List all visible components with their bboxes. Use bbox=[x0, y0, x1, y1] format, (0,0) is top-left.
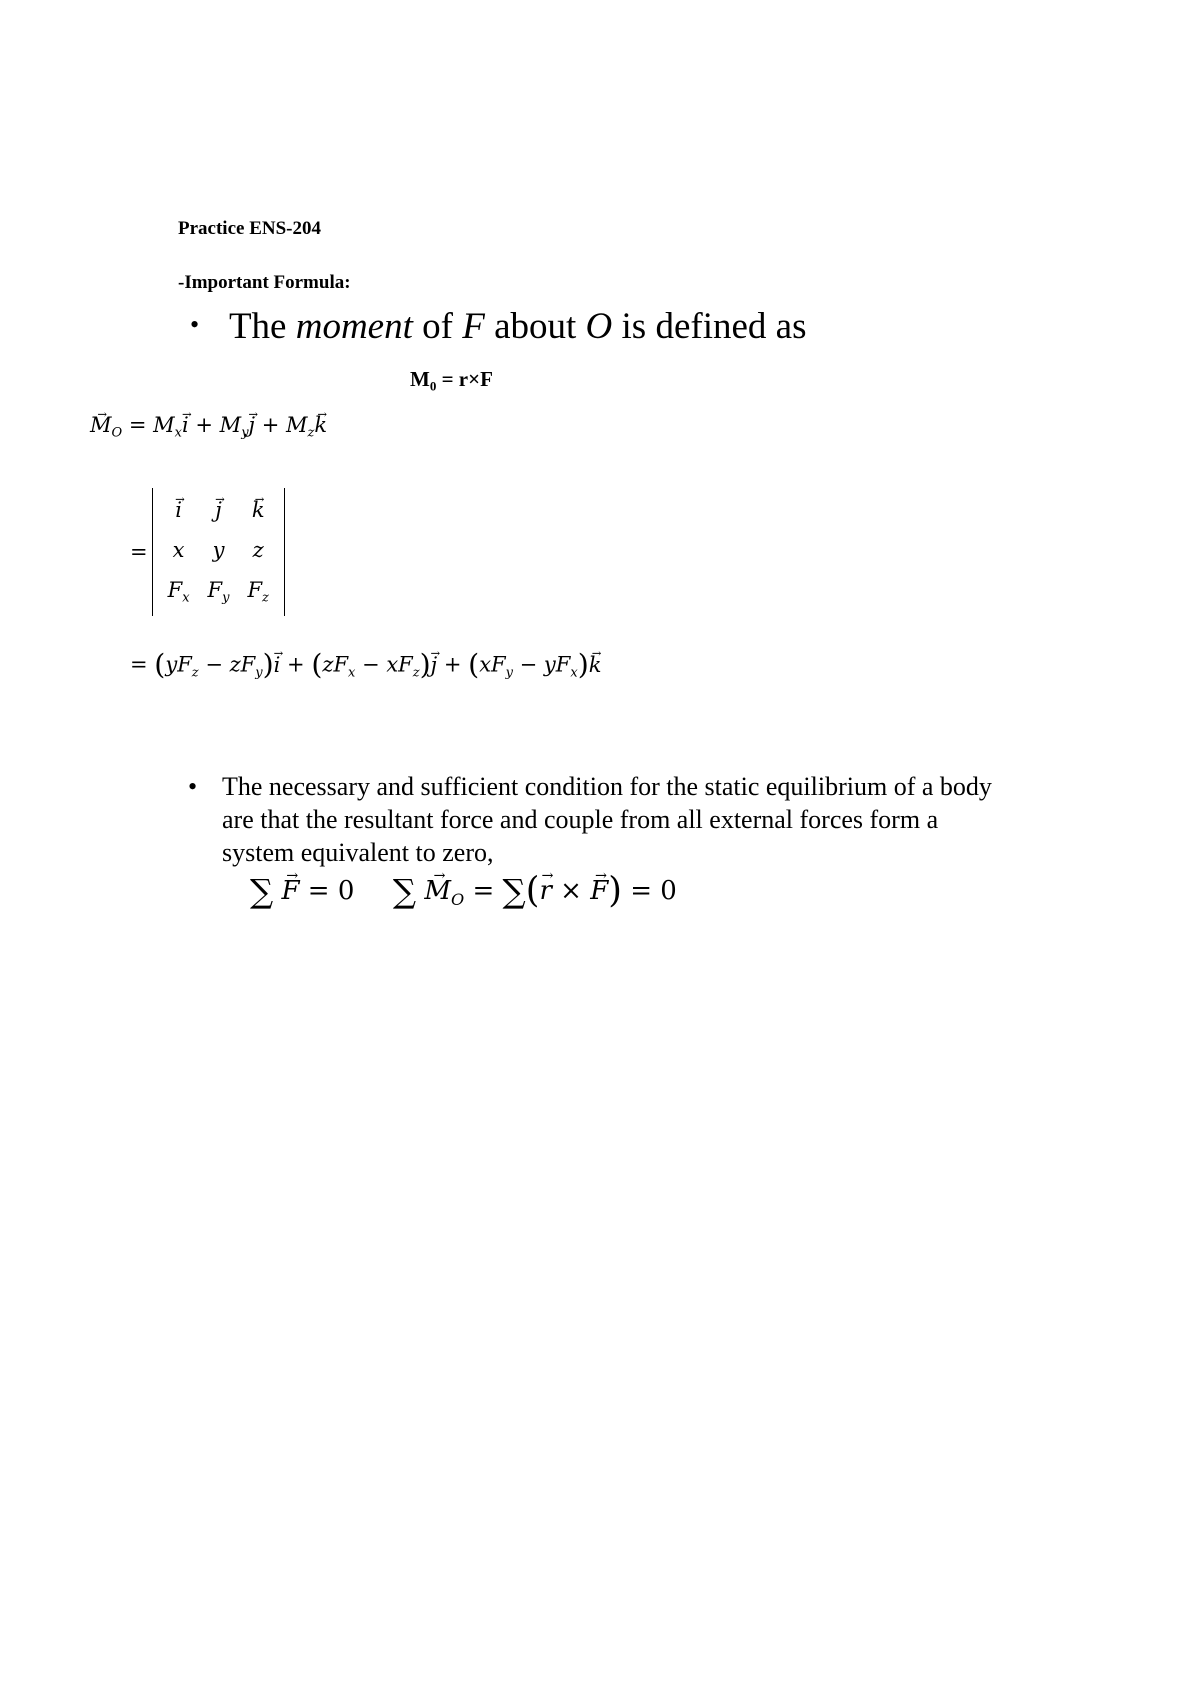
point-symbol: O bbox=[585, 306, 613, 347]
force-symbol: F bbox=[462, 306, 485, 347]
section-heading: -Important Formula: bbox=[178, 272, 351, 293]
vector-moment-equation: → $M_O = M_x\to i + M_y\to j + M_z\to k$ bbox=[90, 413, 327, 441]
moment-definition bbox=[190, 305, 806, 348]
moment-formula: $M_0 = r\times F$ bbox=[410, 367, 493, 394]
document-title: Practice ENS-204 bbox=[178, 218, 321, 239]
determinant-equation: = → i → j → k x y z $F_x$ $F_y$ $F_z$ bbox=[130, 488, 285, 616]
moment-word: moment bbox=[295, 306, 413, 347]
equilibrium-equations: ∑ → F = 0 ∑ → $M_O$ = ∑(→ r × → F) = 0 bbox=[250, 870, 677, 911]
bullet: • bbox=[188, 772, 198, 801]
definition-of: of bbox=[412, 306, 463, 347]
bullet: • bbox=[190, 309, 200, 339]
determinant-expansion: = $(yF_z - zF_y)\to i + (zF_x - xF_z)\to j + (xF_y - yF_x)\to k$ bbox=[130, 648, 602, 681]
definition-lead: The bbox=[228, 306, 296, 347]
definition-about: about bbox=[484, 306, 586, 347]
definition-tail: is defined as bbox=[612, 306, 807, 347]
equilibrium-paragraph: The necessary and sufficient condition for the static equilibrium of a body are that the resultant force and couple from all external forces form a system equivalent to zero, bbox=[222, 772, 992, 867]
determinant-matrix: → i → j → k x y z $F_x$ $F_y$ $F_z$ bbox=[152, 488, 285, 616]
